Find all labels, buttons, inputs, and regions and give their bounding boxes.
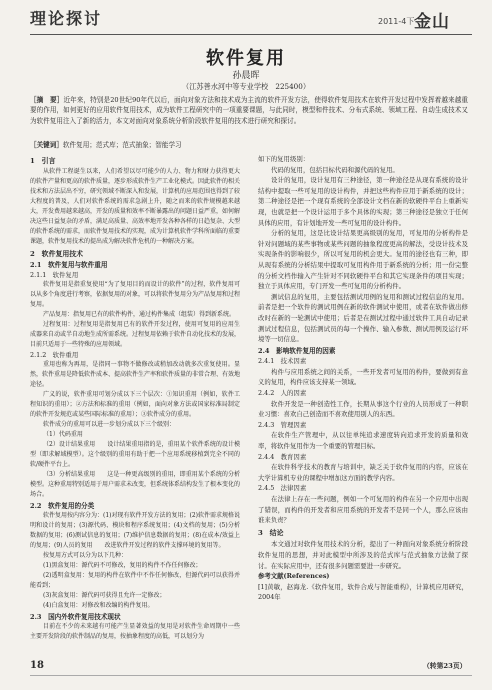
abstract (30, 95, 468, 126)
section-heading: 2.4.3 管理因素 (258, 420, 307, 429)
left-column (30, 154, 240, 642)
section-heading: 2.2 软件复用的分类 (30, 502, 95, 510)
section-heading: 3 结论 (258, 528, 284, 537)
continued-note: （转第23页） (423, 662, 467, 670)
paragraph: 软件复用是指重复使用“为了复用目的而设计的软件”的过程，软件复用可以从多个角度进行考察，依据复用的对象，可以将软件复用分为产品复用和过程复用。 (30, 281, 241, 308)
paragraph: (3)灰盒复用：源代码可获得且允许一定修改； (43, 592, 166, 599)
references-heading: 参考文献(References) (258, 572, 330, 581)
section-heading: 2.1.2 软件重用 (30, 351, 79, 359)
keywords (30, 140, 468, 150)
paragraph: (2)透明盒复用：复用的构件在软件中不作任何修改，但源代码可以获得并能看到； (30, 572, 240, 589)
section-heading: 2.4.4 教育因素 (258, 452, 307, 461)
section-heading: 2.4.1 技术因素 (258, 357, 307, 366)
paragraph: （1）代码重用 (43, 431, 83, 438)
section-heading: 2.1 软件复用与软件重用 (30, 261, 108, 269)
paragraph: 软件开发是一种创造性工作，长期从事这个行业的人员形成了一种职业习惯：喜欢自己创造而不喜欢使用别人的东西。 (258, 399, 468, 419)
paragraph: 软件成分的重用可以进一步划分成以下三个级别： (43, 421, 176, 428)
paragraph: 测试信息的复用，主要包括测试用例的复用和测试过程信息的复用。前者是把一个软件的测试用例在新的软件测试中使用，或者在软件做出修改时在新的一轮测试中使用；后者是在测试过程中通过软件工具自动记录测试过程信息，包括测试员的每一个操作、输入参数、测试用例及运行环境等一切信息。 (258, 292, 468, 344)
paragraph: 分析的复用，这是比设计结果更高级别的复用，可复用的分析构件是针对问题域的某些事物或某些问题的抽象程度更高的解法，受设计技术及实现条件的影响很少，所以可复用的机会更大。复用的途径也有三种，即从现有系统的分析结果中提取可复用构件用于新系统的分析；用一份完整的分析文档作输入产生针对不同软硬件平台和其它实现条件的项目实现；独立于具体应用，专门开发一些可复用的分析构件。 (258, 229, 468, 291)
article-author: 孙晨晖 (232, 71, 260, 81)
paragraph: 在法律上存在一些问题，例如一个可复用的构件在另一个应用中出现了错误，而构件的开发者和应用系统的开发者不是同一个人，那么应该由谁来负责？ (258, 495, 468, 525)
paragraph: 产品复用：指复用已有的软件构件，通过构件集成（组装）得到新系统。 (43, 311, 236, 318)
paragraph: 如下的复用级别： (258, 155, 310, 163)
paragraph: 按复用方式可以分为以下几种： (43, 552, 128, 559)
section-heading: 2.1.1 软件复用 (30, 271, 79, 279)
paragraph: 从软件工程诞生以来，人们希望以尽可能少的人力、物力和财力获得更大的软件产量和更高的软件质量，逐步形成软件生产工业化模式。因此软件的相关技术和方法层出不穷，研究领域不断深入和发展，计算机的应用范围也得到了较大程度的普及，人们对软件系统的需求急剧上升，随之而来的软件规模越来越大，开发费用越来越高，开发的质量和效率不断暴露出的问题日益严重，如何解决这些日益复杂的矛盾，满足高质量、高效率地开发各种各样的日趋复杂、大型的软件系统的需求，而软件复用技术的实现，成为计算机软件学科所面临的重要课题，软件复用技术的提出成为解决软件危机的一种解决方案。 (30, 168, 241, 245)
section-heading: 2.4.5 法律因素 (258, 484, 307, 493)
keywords-label: ［关键词］ (30, 141, 63, 149)
section-heading: 2 软件复用技术 (30, 250, 84, 258)
paragraph: 代码的复用，包括目标代码和源代码的复用。 (271, 165, 399, 174)
paragraph: 过程复用：过程复用是指复用已有的软件开发过程，使用可复用的应用生成器来自动或半自动地生成所需系统。过程复用依赖于软件自动化技术的发展，目前只适用于一些特殊的应用领域。 (30, 321, 241, 348)
paragraph: 软件复用按内容分为：(1)对现有软件开发方法的复用；(2)软件需求规格说明和设计的复用；(3)源代码、模块和程序系统复用；(4)文档的复用；(5)分析数据的复用；(6)测试信息的复用；(7)维护信息数据的复用；(8)在成本/效益上的复用；(9)人员的复用 改进软件开发过程的软件支撑环境的复用等。 (30, 512, 240, 549)
section-heading: 2.4 影响软件复用的因素 (258, 346, 336, 355)
abstract-label: ［摘 要］ (30, 96, 64, 104)
paragraph: 目前在不少的未来越有可能产生显著效益的复用是对软件生命周期中一些主要开发阶段的软件制品的复用，按抽象程度的高低，可以划分为 (30, 623, 240, 640)
section-heading: 1 引言 (30, 157, 56, 165)
author-affiliation: （江苏善水河中等专业学校 225400） (181, 82, 311, 91)
paragraph: 广义的说，软件重用可划分成以下三个层次：①知识重用（例如，软件工程知识的重用）；②方法和标准的重用（例如，面向对象方法或国家标准局制定的软件开发规范或某些国际标准的重用）；③软件成分的重用。 (30, 391, 240, 418)
page-number: 18 (30, 660, 44, 671)
paragraph: 设计的复用，设计复用有三种途径，第一种途径是从现有系统的设计结构中提取一些可复用的设计构件，并把这些构件应用于新系统的设计；第二种途径是把一个现有系统的全部设计文档在新的软硬件平台上重新实现，也就是把一个设计运用于多个具体的实现；第三种途径是独立于任何具体的应用，有计划地开发一些可复用的设计构件。 (258, 176, 468, 227)
paragraph: (4)白盒复用：对修改和改编的构件复用。 (43, 602, 154, 609)
paragraph: (1)黑盒复用：源代码不可修改，复用的构件不作任何修改； (43, 562, 202, 569)
journal-brand: 金山 (414, 12, 450, 32)
issue-date: 2011-4下 (378, 17, 415, 26)
paragraph: 重用也称为再用，是指同一事物不做修改或稍加改动就多次重复使用。显然，软件重用是降低软件成本、提高软件生产率和软件质量的非常合理、有效地途径。 (30, 361, 241, 388)
right-column (258, 154, 468, 603)
paragraph: 构件与应用系统之间的关系，一些开发者可复用的构件，要做到有意义的复用，构件应该支持某一领域。 (258, 367, 468, 387)
paragraph: 本文通过对软件复用技术的分析，提出了一种面向对象系统分析阶段软件复用的思想，并对此模型中所涉及的范式库与范式抽象方法做了探讨。在实际应用中，还有很多问题需要进一步研究。 (258, 540, 468, 570)
paragraph: （2）设计结果重用 设计结果重用指的是，重用某个软件系统的设计模型（即求解域模型）。这个级别的重用有助于把一个应用系统移植到完全不同的软/硬件平台上。 (30, 441, 240, 468)
keywords-text: 软件复用；范式库；范式抽象；智能学习 (62, 141, 182, 149)
abstract-text: 近年来，特别是20世纪90年代以后，面向对象方法和技术成为主流的软件开发方法，使得软件复用技术在软件开发过程中发挥着越来越重要的作用，如何更好的应用软件复用技术，成为软件工程研究中的一项重要课题，与此同时，模型和件技术、分布式系统、领域工程、自动生成技术又为软件复用注入了新的活力，本文对面向对象系统分析阶段软件复用的技术进行研究和探讨。 (30, 96, 469, 125)
paragraph: 在软件科学技术的教育与培训中，缺乏关于软件复用的内容，应该在大学计算机专业的课程中增加这方面的教学内容。 (258, 463, 468, 482)
section-header: 理论探讨 (30, 9, 103, 28)
footer-rule (30, 675, 472, 676)
section-heading: 2.3 国内外软件复用技术现状 (30, 613, 121, 621)
article-title: 软件复用 (206, 48, 286, 69)
section-heading: 2.4.2 人的因素 (258, 389, 307, 398)
paragraph: [1]黄敏，赵海龙.《软件复用，软件合成与智能重构》，计算机应用研究，2004年 (258, 582, 468, 602)
header-rule (30, 34, 472, 35)
paragraph: 在软件生产管理中，从以往单纯追求速度转向追求开发的质量和效率，将软件复用作为一个重要的管理目标。 (258, 431, 468, 451)
paragraph: （3）分析结果重用 这是一种更高级别的重用，即重用某个系统的分析模型。这种重用特别适用于用户需求未改变，但系统体系结构发生了根本变化的场合。 (30, 471, 241, 498)
